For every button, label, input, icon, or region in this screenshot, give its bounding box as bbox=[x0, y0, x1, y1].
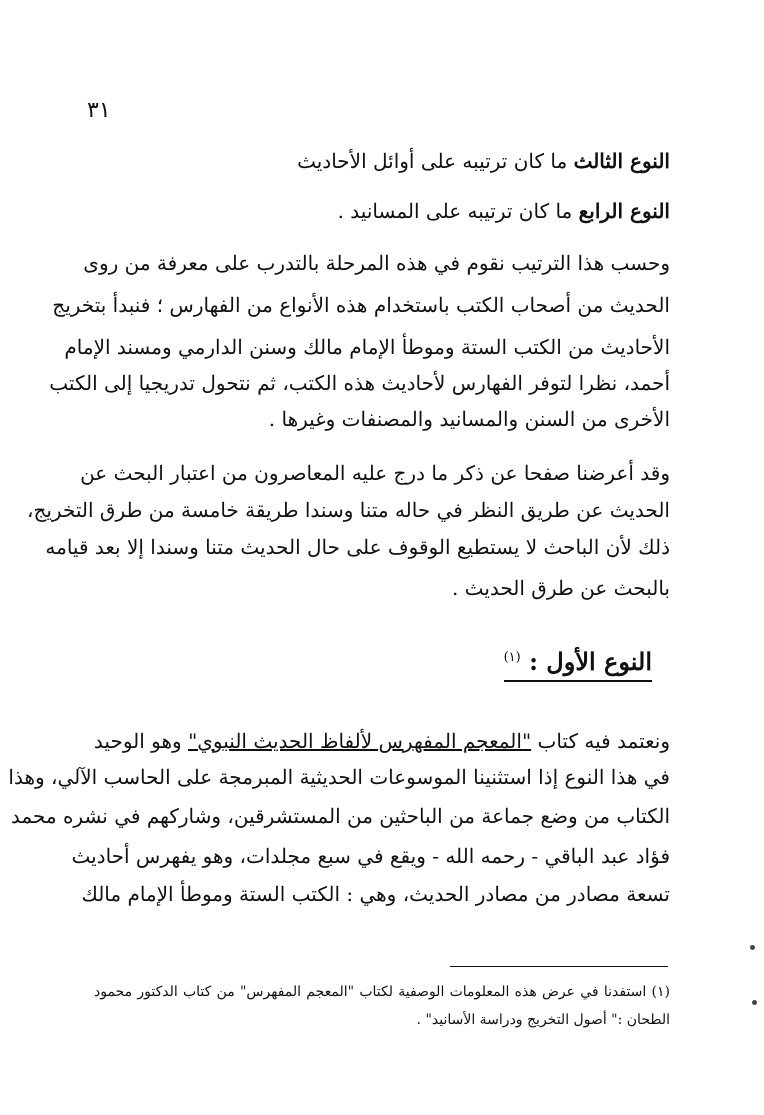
paragraph-line: وقد أعرضنا صفحا عن ذكر ما درج عليه المعاصرون من اعتبار البحث عن bbox=[80, 461, 670, 485]
type-label: النوع الثالث bbox=[573, 149, 670, 173]
paragraph-line: وحسب هذا الترتيب نقوم في هذه المرحلة بالتدرب على معرفة من روى bbox=[83, 251, 670, 275]
page-number: ٣١ bbox=[87, 98, 111, 123]
type-line-third bbox=[94, 151, 670, 171]
footnote-marker: (١) bbox=[503, 650, 521, 665]
footnote-line: الطحان :" أصول التخريج ودراسة الأسانيد" . bbox=[416, 1012, 670, 1028]
paragraph-line: الحديث من أصحاب الكتب باستخدام هذه الأنواع من الفهارس ؛ فنبدأ بتخريج bbox=[52, 293, 670, 317]
paragraph-line: فؤاد عبد الباقي - رحمه الله - ويقع في سبع مجلدات، وهو يفهرس أحاديث bbox=[71, 844, 670, 868]
paragraph-line: الحديث عن طريق النظر في حاله متنا وسندا طريقة خامسة من طرق التخريج، bbox=[27, 498, 670, 522]
paragraph-line: ذلك لأن الباحث لا يستطيع الوقوف على حال الحديث متنا وسندا إلا بعد قيامه bbox=[45, 535, 670, 559]
paragraph-line: تسعة مصادر من مصادر الحديث، وهي : الكتب الستة وموطأ الإمام مالك bbox=[81, 882, 670, 906]
paragraph-line: أحمد، نظرا لتوفر الفهارس لأحاديث هذه الكتب، ثم نتحول تدريجيا إلى الكتب bbox=[49, 371, 670, 395]
paragraph-text: وهو الوحيد bbox=[93, 729, 189, 753]
footnote-divider bbox=[450, 966, 668, 967]
paragraph-line: الأحاديث من الكتب الستة وموطأ الإمام مالك وسنن الدارمي ومسند الإمام bbox=[64, 335, 670, 359]
type-text: ما كان ترتيبه على أوائل الأحاديث bbox=[297, 149, 574, 173]
footnote-line: (١) استفدنا في عرض هذه المعلومات الوصفية لكتاب "المعجم المفهرس" من كتاب الدكتور محمود bbox=[94, 984, 670, 1000]
heading-text: النوع الأول : bbox=[529, 647, 652, 676]
type-text: ما كان ترتيبه على المسانيد . bbox=[337, 199, 579, 223]
paragraph-text: ونعتمد فيه كتاب bbox=[531, 729, 670, 753]
paragraph-line: بالبحث عن طرق الحديث . bbox=[451, 576, 670, 600]
paragraph-line: الكتاب من وضع جماعة من الباحثين من المستشرقين، وشاركهم في نشره محمد bbox=[10, 804, 670, 828]
paragraph-line: الأخرى من السنن والمسانيد والمصنفات وغيرها . bbox=[268, 407, 670, 431]
paragraph-line: في هذا النوع إذا استثنينا الموسوعات الحديثية المبرمجة على الحاسب الآلي، وهذا bbox=[8, 765, 670, 789]
type-line-fourth bbox=[94, 201, 670, 221]
scan-mark bbox=[750, 945, 755, 950]
section-heading bbox=[504, 647, 652, 682]
scan-mark bbox=[752, 1000, 757, 1005]
paragraph-line bbox=[94, 731, 670, 751]
book-title: "المعجم المفهرس لألفاظ الحديث النبوي" bbox=[188, 729, 532, 753]
type-label: النوع الرابع bbox=[578, 199, 670, 223]
